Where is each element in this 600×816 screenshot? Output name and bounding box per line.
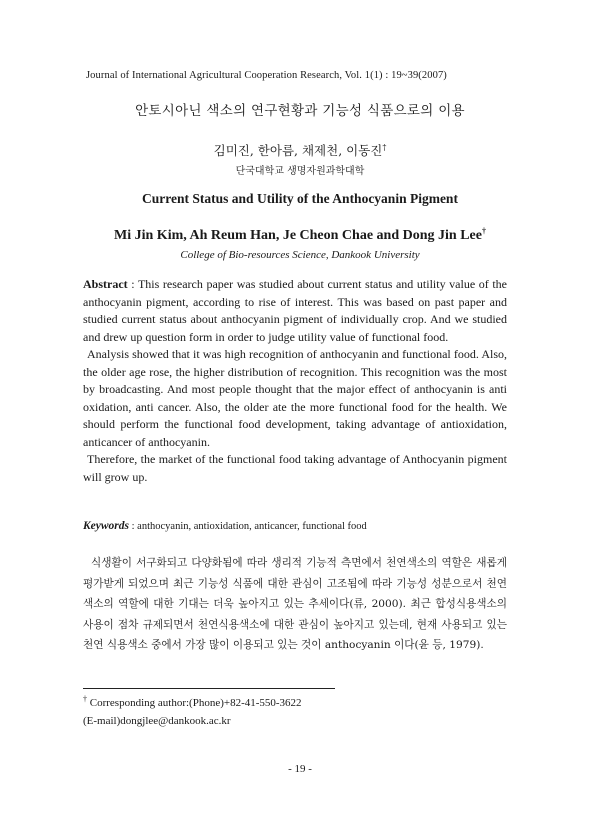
footnote-email: (E-mail)dongjlee@dankook.ac.kr [83, 715, 231, 727]
abstract-paragraph: Therefore, the market of the functional food taking advantage of Anthocyanin pigment will grow up. [83, 452, 507, 484]
korean-authors [0, 141, 600, 159]
page-number: - 19 - [288, 763, 312, 775]
keywords-separator: : [129, 521, 138, 532]
footnote-mark: † [83, 694, 87, 704]
introduction-body [83, 553, 507, 656]
abstract-label: Abstract [83, 277, 128, 291]
korean-author-names: 김미진, 한아름, 채제천, 이동진 [213, 143, 383, 158]
korean-title: 안토시아닌 색소의 연구현황과 기능성 식품으로의 이용 [135, 103, 465, 119]
corresponding-mark: † [382, 142, 387, 152]
footnote-phone [83, 694, 507, 712]
body-paragraph: 식생활이 서구화되고 다양화됨에 따라 생리적 기능적 측면에서 천연색소의 역할은 새롭게 평가받게 되었으며 최근 기능성 식품에 대한 관심이 고조됨에 따라 기능성 성분으로서 천연색소의 역할에 대한 기대는 더욱 높아지고 있는 추세이다(류, 2000). 최근 합성식용색소의 사용이 점차 규제되면서 천연식용색소에 대한 관심이 높아지고 있는데, 현재 사용되고 있는 천연 식용색소 중에서 가장 많이 이용되고 있는 것이 anthocyanin 이다(윤 등, 1979). [83, 557, 507, 651]
korean-affiliation: 단국대학교 생명자원과학대학 [235, 166, 365, 177]
footnote-phone-text: Corresponding author:(Phone)+82-41-550-3622 [87, 697, 302, 709]
keywords-label: Keywords [83, 520, 129, 532]
keywords-text: anthocyanin, antioxidation, anticancer, functional food [137, 521, 367, 532]
english-affiliation: College of Bio-resources Science, Dankook University [180, 249, 420, 261]
abstract-separator: : [127, 277, 138, 291]
abstract-paragraph: Analysis showed that it was high recognition of anthocyanin and functional food. Also, the older age rose, the higher distribution of recognition. This recognition was the most by broadcasting. And most people thought that the major effect of anthocyanin is anti oxidation, anti cancer. Also, the older ate the more functional food for the health. We should perform the functional food development, taking advantage of antioxidation, anticancer of anthocyanin. [83, 347, 507, 449]
footnote-divider [83, 688, 335, 689]
journal-header: Journal of International Agricultural Cooperation Research, Vol. 1(1) : 19~39(2007) [86, 70, 447, 81]
abstract-text: This research paper was studied about current status and utility value of the anthocyanin pigment, according to rise of interest. This was based on past paper and studied current status about anthocyanin pigment of individually crop. And we studied and drew up question form in order to judge utility value of functional food. [83, 277, 507, 344]
english-authors [0, 228, 600, 244]
corresponding-mark: † [481, 226, 486, 236]
abstract-paragraph [83, 276, 507, 346]
english-title: Current Status and Utility of the Anthocyanin Pigment [142, 191, 458, 206]
english-author-names: Mi Jin Kim, Ah Reum Han, Je Cheon Chae and Dong Jin Lee [114, 228, 482, 243]
footnote [83, 694, 507, 730]
abstract [83, 276, 507, 486]
keywords [83, 520, 507, 532]
